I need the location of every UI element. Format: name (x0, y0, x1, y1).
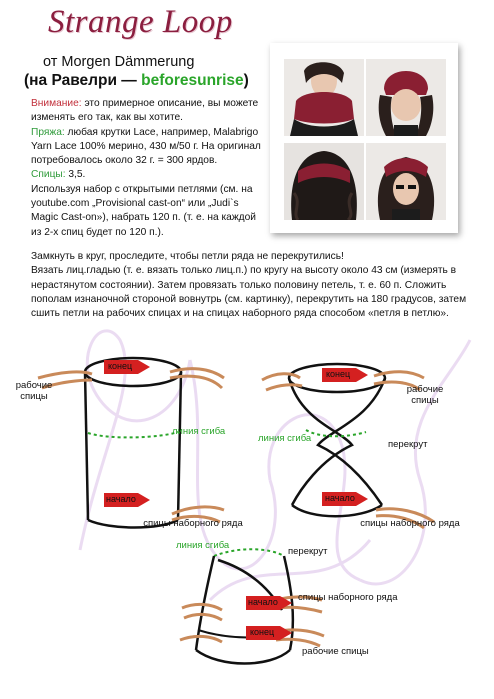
yarn-note (31, 126, 261, 169)
tag-end-2: конец (326, 369, 351, 379)
tag-end-3: конец (250, 627, 275, 637)
label-fold-line-2: линия сгиба (258, 433, 312, 444)
photo-headband-back (284, 143, 364, 220)
tag-start-2: начало (325, 493, 355, 503)
label-working-needles-1: рабочие спицы (15, 380, 53, 402)
label-working-needles-3: рабочие спицы (302, 646, 369, 657)
attention-label: Внимание: (31, 98, 82, 109)
needles-note (31, 168, 261, 182)
cast-on-note: Используя набор с открытыми петлями (см. на youtube.com „Provisional cast-on“ или „Judi`s Magic Cast-on»), набрать 120 п. (т. е. на каждой из 2-х спиц будет по 120 п.). (31, 183, 256, 238)
join-instruction: Замкнуть в круг, проследите, чтобы петли ряда не перекрутились! (31, 251, 344, 262)
author-line: от Morgen Dämmerung (43, 54, 195, 70)
knit-instruction: Вязать лиц.гладью (т. е. вязать только лиц.п.) по кругу на высоту около 43 см (измерять в нерастянутом состоянии). Затем провязать только половину петель, т. е. 60 п. Сложить пополам изнаночной стороной вовнутрь (см. картинку), перекрутить на 180 градусов, затем сшить петли на рабочих спицах и на спицах наборного ряда способом «петля в петлю». (31, 265, 467, 320)
tag-start-1: начало (106, 494, 136, 504)
pattern-title: Strange Loop (48, 4, 233, 40)
folding-diagram (0, 340, 494, 699)
photo-collage (270, 43, 458, 233)
ravelry-prefix: (на Равелри — (24, 72, 142, 89)
instructions-block (31, 250, 471, 321)
yarn-label: Пряжа: (31, 126, 65, 138)
label-fold-line-1: линия сгиба (172, 426, 226, 437)
tag-end-1: конец (108, 361, 133, 371)
label-cast-on-needles-1: спицы наборного ряда (143, 518, 243, 529)
ravelry-line (24, 72, 249, 90)
notes-column (31, 97, 261, 240)
label-twist-3: перекрут (288, 546, 328, 557)
photo-headband-front (366, 143, 446, 220)
label-cast-on-needles-3: спицы наборного ряда (298, 592, 398, 603)
needles-label: Спицы: (31, 169, 66, 181)
photo-hat-worn (366, 59, 446, 136)
attention-note (31, 97, 261, 126)
label-cast-on-needles-2: спицы наборного ряда (360, 518, 460, 529)
tag-start-3: начало (248, 597, 278, 607)
ravelry-nick: beforesunrise (141, 72, 244, 89)
photo-cowl-worn (284, 59, 364, 136)
label-fold-line-3: линия сгиба (176, 540, 230, 551)
yarn-text: любая крутки Lace, например, Malabrigo Yarn Lace 100% мерино, 430 м/50 г. На оригинал потребовалось около 32 г. = 300 ярдов. (31, 126, 261, 167)
ravelry-suffix: ) (243, 72, 249, 89)
label-twist-2: перекрут (388, 439, 428, 450)
attention-text: это примерное описание, вы можете изменять его так, как вы хотите. (31, 98, 259, 124)
needles-text: 3,5. (65, 169, 86, 181)
label-working-needles-2: рабочие спицы (406, 384, 444, 406)
